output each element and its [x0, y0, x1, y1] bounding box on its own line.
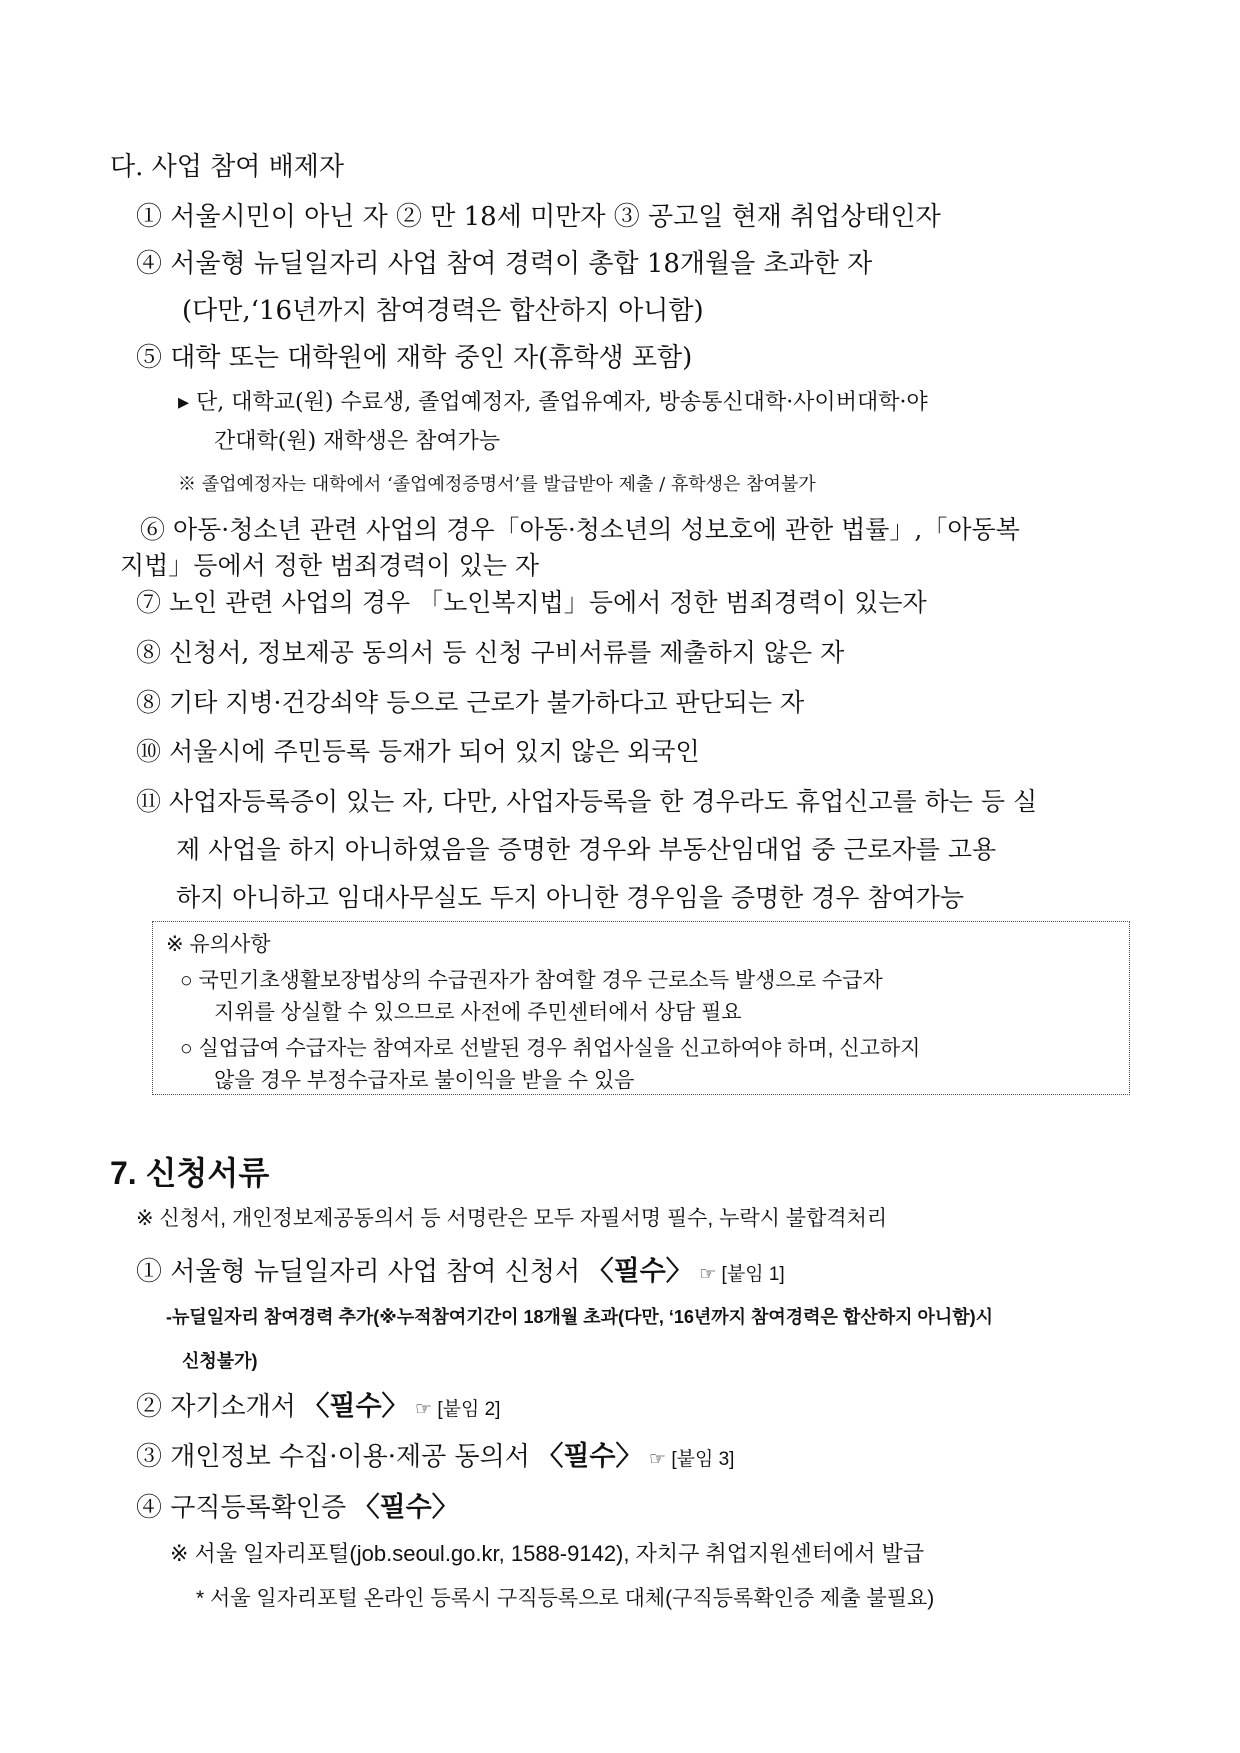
exclusion-item-5-sub-1: ▸ 단, 대학교(원) 수료생, 졸업예정자, 졸업유예자, 방송통신대학·사이버대학·야	[178, 390, 928, 415]
exclusion-item-5: ⑤ 대학 또는 대학원에 재학 중인 자(휴학생 포함)	[136, 343, 693, 373]
exclusion-item-11-line-3: 하지 아니하고 임대사무실도 두지 아니한 경우임을 증명한 경우 참여가능	[176, 883, 965, 912]
exclusion-item-9: ⑧ 기타 지병·건강쇠약 등으로 근로가 불가하다고 판단되는 자	[136, 688, 805, 717]
document-item-1-note-line-2: 신청불가)	[182, 1351, 258, 1371]
document-item-3	[136, 1434, 734, 1473]
notice-point-2-line-1: ○ 실업급여 수급자는 참여자로 선발된 경우 취업사실을 신고하여야 하며, 신고하지	[180, 1037, 921, 1060]
required-tag: 〈필수〉	[352, 1492, 459, 1523]
exclusion-item-7: ⑦ 노인 관련 사업의 경우 「노인복지법」등에서 정한 범죄경력이 있는자	[136, 588, 927, 617]
required-tag: 〈필수〉	[302, 1391, 409, 1422]
exclusion-item-4-note: (다만,‘16년까지 참여경력은 합산하지 아니함)	[182, 296, 704, 326]
section-heading-exclusions: 다. 사업 참여 배제자	[110, 152, 344, 182]
exclusion-items-1-3: ① 서울시민이 아닌 자 ② 만 18세 미만자 ③ 공고일 현재 취업상태인자	[136, 202, 941, 232]
exclusion-item-4: ④ 서울형 뉴딜일자리 사업 참여 경력이 총합 18개월을 초과한 자	[136, 249, 873, 279]
exclusion-item-5-reference: ※ 졸업예정자는 대학에서 ‘졸업예정증명서’를 발급받아 제출 / 휴학생은 참여불가	[178, 474, 816, 495]
document-item-3-text: ③ 개인정보 수집·이용·제공 동의서	[136, 1442, 530, 1472]
document-item-4	[136, 1485, 459, 1524]
exclusion-item-8: ⑧ 신청서, 정보제공 동의서 등 신청 구비서류를 제출하지 않은 자	[136, 638, 845, 667]
notice-point-1-line-2: 지위를 상실할 수 있으므로 사전에 주민센터에서 상담 필요	[214, 1001, 742, 1024]
document-item-4-sub-note: * 서울 일자리포털 온라인 등록시 구직등록으로 대체(구직등록확인증 제출 불필요)	[196, 1587, 935, 1610]
document-item-4-text: ④ 구직등록확인증	[136, 1493, 347, 1523]
required-tag: 〈필수〉	[586, 1256, 693, 1287]
document-item-2-text: ② 자기소개서	[136, 1392, 296, 1422]
document-item-2	[136, 1384, 500, 1423]
notice-title: ※ 유의사항	[166, 933, 271, 956]
exclusion-item-6-line-1: ⑥ 아동·청소년 관련 사업의 경우「아동·청소년의 성보호에 관한 법률」,「아동복	[140, 515, 1020, 544]
exclusion-item-10: ⑩ 서울시에 주민등록 등재가 되어 있지 않은 외국인	[136, 737, 700, 766]
exclusion-item-6-line-2: 지법」등에서 정한 범죄경력이 있는 자	[120, 551, 540, 580]
notice-point-1-line-1: ○ 국민기초생활보장법상의 수급권자가 참여할 경우 근로소득 발생으로 수급자	[180, 969, 883, 992]
document-item-4-note: ※ 서울 일자리포털(job.seoul.go.kr, 1588-9142), 자치구 취업지원센터에서 발급	[170, 1541, 925, 1566]
exclusion-item-5-sub-2: 간대학(원) 재학생은 참여가능	[214, 429, 501, 454]
document-item-1-text: ① 서울형 뉴딜일자리 사업 참여 신청서	[136, 1257, 581, 1287]
exclusion-item-11-line-1: ⑪ 사업자등록증이 있는 자, 다만, 사업자등록을 한 경우라도 휴업신고를 하는 등 실	[136, 787, 1038, 816]
attachment-reference: ☞ [붙임 3]	[649, 1449, 735, 1470]
section-heading-documents: 7. 신청서류	[110, 1155, 270, 1191]
notice-point-2-line-2: 않을 경우 부정수급자로 불이익을 받을 수 있음	[214, 1069, 635, 1092]
required-tag: 〈필수〉	[536, 1441, 643, 1472]
documents-signature-note: ※ 신청서, 개인정보제공동의서 등 서명란은 모두 자필서명 필수, 누락시 불합격처리	[136, 1207, 888, 1230]
attachment-reference: ☞ [붙임 1]	[699, 1264, 785, 1285]
exclusion-item-11-line-2: 제 사업을 하지 아니하였음을 증명한 경우와 부동산임대업 중 근로자를 고용	[176, 835, 997, 864]
attachment-reference: ☞ [붙임 2]	[415, 1399, 501, 1420]
document-item-1-note-line-1: -뉴딜일자리 참여경력 추가(※누적참여기간이 18개월 초과(다만, ‘16년까지 참여경력은 합산하지 아니함)시	[166, 1307, 994, 1327]
document-item-1	[136, 1249, 785, 1288]
